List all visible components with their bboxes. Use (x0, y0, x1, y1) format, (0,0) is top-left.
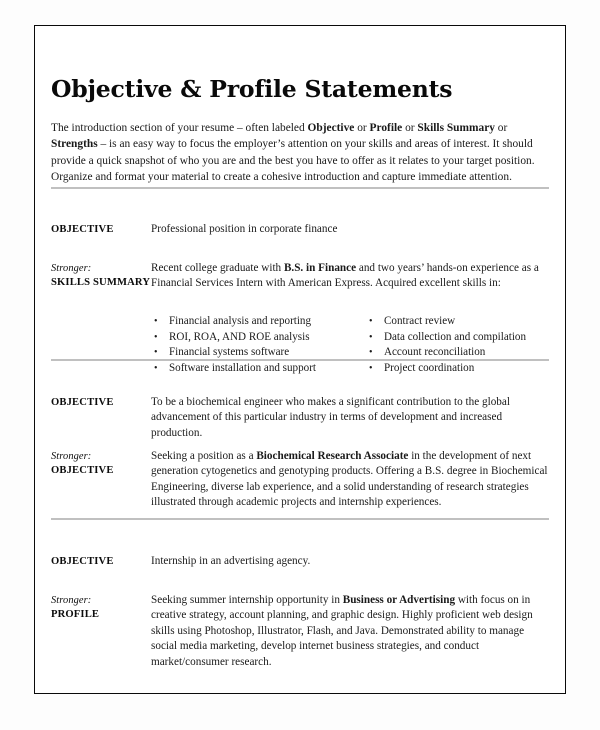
list-item (151, 314, 350, 330)
entry-body: Internship in an advertising agency. (151, 555, 311, 567)
entry-objective-biochem-stronger (51, 449, 549, 511)
entry-label-text: PROFILE (51, 608, 100, 620)
body-text-2: in the development of next generation cytogenetics and genotyping products. Offering a B.S. degree in Biochemical Engineering, diverse lab experience, and a solid understanding of research strategies illustrated through academic projects and internship experiences. (151, 450, 548, 509)
intro-bold-profile: Profile (369, 122, 403, 135)
bullet-icon: • (369, 316, 373, 327)
list-item (151, 330, 350, 346)
list-item-label: Project coordination (384, 361, 475, 374)
bullet-icon: • (154, 347, 158, 359)
stronger-prefix: Stronger: (51, 263, 92, 274)
skills-column-right (350, 314, 549, 376)
list-item (151, 361, 350, 377)
body-text-1: Seeking summer internship opportunity in (151, 594, 343, 606)
list-item (366, 314, 549, 330)
body-text-2: with focus on in creative strategy, account planning, and graphic design. Highly proficient web design skills using Photoshop, Illustrator, Flash, and Java. Demonstrated ability to manage social media marketing, develop internet business strategies, and conduct market/consumer research. (151, 594, 533, 668)
intro-paragraph (51, 120, 549, 184)
body-bold-field: Business or Advertising (342, 594, 456, 606)
bullet-icon: • (369, 347, 373, 359)
list-item-label: Financial analysis and reporting (169, 315, 312, 327)
entry-label (51, 395, 151, 411)
entry-label-text: OBJECTIVE (51, 556, 114, 567)
body-bold-role: Biochemical Research Associate (256, 450, 409, 462)
list-item (366, 330, 549, 346)
list-item-label: Financial systems software (169, 346, 290, 359)
skills-bullet-columns (151, 314, 549, 376)
bullet-icon: • (154, 362, 158, 374)
document-page (34, 25, 566, 694)
entry-label-text: OBJECTIVE (51, 464, 114, 476)
entry-skills-summary (51, 261, 549, 292)
stronger-prefix: Stronger: (51, 595, 92, 606)
intro-text-4: or (494, 122, 508, 135)
intro-text-2: or (354, 122, 370, 135)
entry-label-text: SKILLS SUMMARY (51, 276, 151, 288)
page-content-area (51, 26, 553, 693)
entry-body: To be a biochemical engineer who makes a significant contribution to the global advancement of this particular industry in terms of development and increased production. (151, 396, 510, 439)
section-divider-3 (51, 518, 549, 520)
list-item-label: Contract review (384, 315, 456, 327)
entry-label-text: OBJECTIVE (51, 397, 114, 408)
bullet-icon: • (369, 331, 373, 343)
bullet-icon: • (154, 331, 158, 343)
entry-label (51, 261, 151, 290)
stronger-prefix: Stronger: (51, 451, 92, 462)
list-item (366, 361, 549, 377)
intro-bold-skills-summary: Skills Summary (417, 122, 495, 135)
body-bold-degree: B.S. in Finance (283, 262, 357, 274)
entry-body: Professional position in corporate finance (151, 223, 338, 235)
intro-bold-strengths: Strengths (51, 138, 98, 151)
page-title: Objective & Profile Statements (51, 74, 453, 103)
entry-objective-finance (51, 222, 549, 238)
list-item-label: ROI, ROA, AND ROE analysis (169, 330, 310, 343)
intro-text-1: The introduction section of your resume – often labeled (51, 122, 308, 135)
intro-bold-objective: Objective (307, 122, 355, 135)
body-text-2: and two years’ hands-on experience as a Financial Services Intern with American Express. Acquired excellent skills in: (151, 262, 539, 290)
list-item-label: Account reconciliation (384, 346, 486, 359)
list-item-label: Data collection and compilation (384, 330, 527, 343)
intro-text-3: or (402, 122, 418, 135)
entry-label (51, 222, 151, 238)
entry-label (51, 593, 151, 622)
entry-label (51, 449, 151, 478)
entry-body (151, 261, 549, 292)
entry-label (51, 554, 151, 570)
list-item-label: Software installation and support (169, 361, 316, 374)
section-divider-2 (51, 359, 549, 361)
entry-body (151, 593, 549, 670)
bullet-icon: • (154, 316, 158, 327)
entry-objective-biochem (51, 395, 549, 441)
entry-profile-advertising (51, 593, 549, 670)
entry-objective-advertising (51, 554, 549, 570)
entry-body (151, 449, 549, 511)
body-text-1: Recent college graduate with (151, 262, 284, 274)
entry-label-text: OBJECTIVE (51, 224, 114, 235)
section-divider-1 (51, 187, 549, 189)
skills-column-left (151, 314, 350, 376)
intro-text-5: – is an easy way to focus the employer’s attention on your skills and areas of interest. It should provide a quick snapshot of who you are and the best you have to offer as it relates to your target position. Organize and format your material to create a cohesive introduction and capture immediate attention. (51, 138, 535, 183)
body-text-1: Seeking a position as a (151, 450, 257, 462)
bullet-icon: • (369, 362, 373, 374)
